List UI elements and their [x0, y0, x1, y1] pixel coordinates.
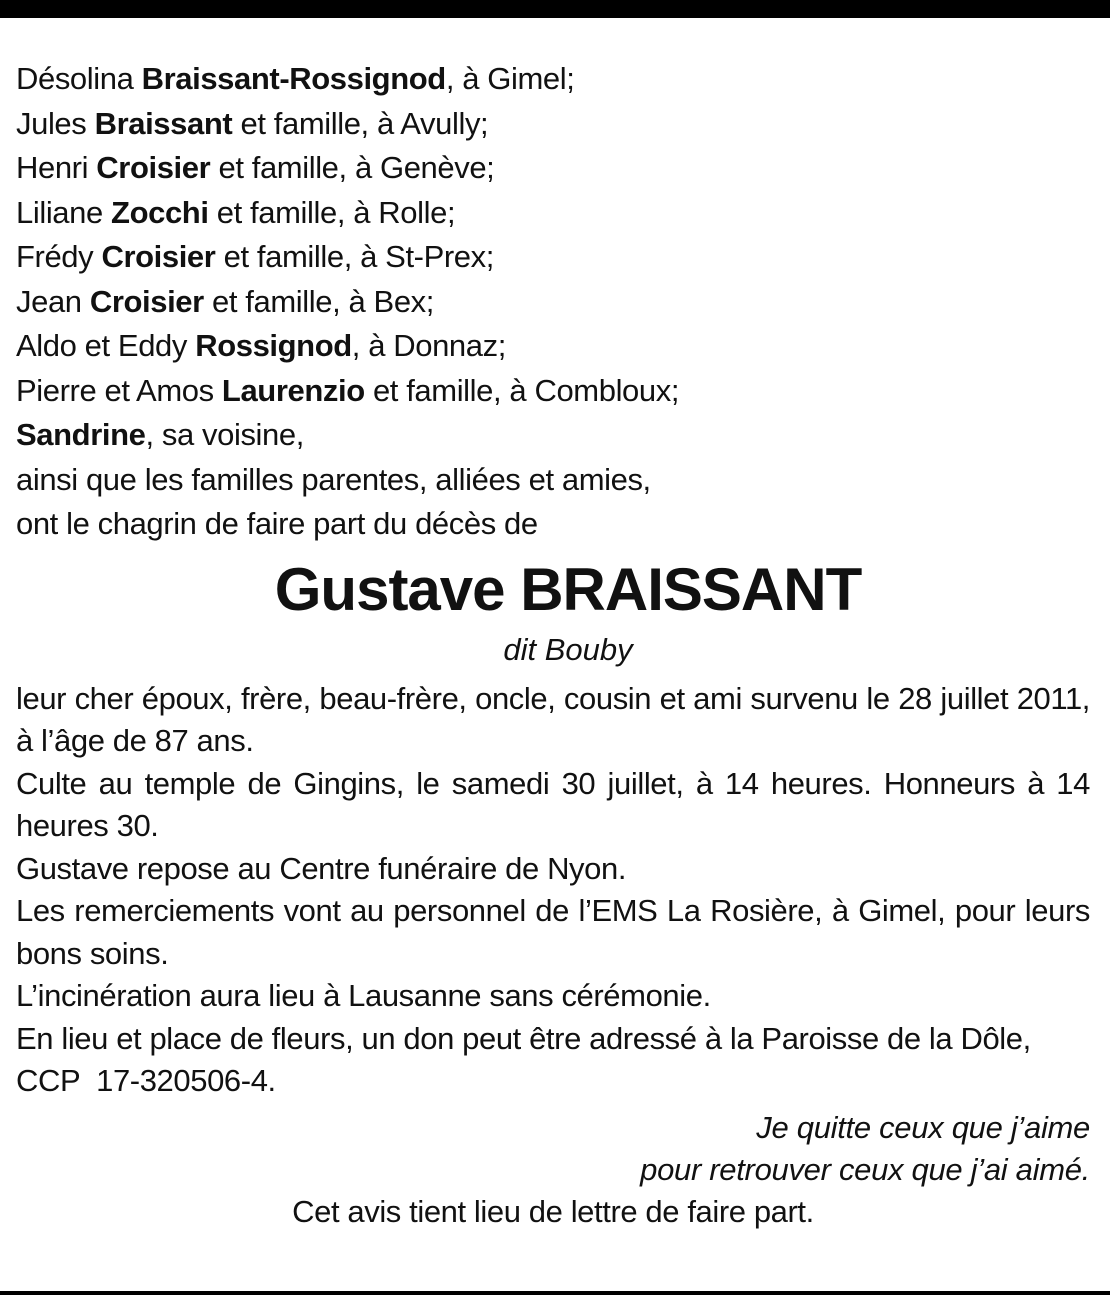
family-line-text: Aldo et Eddy: [16, 328, 196, 363]
family-line: [16, 458, 1090, 503]
notice-paragraph: En lieu et place de fleurs, un don peut être adressé à la Paroisse de la Dôle,: [16, 1020, 1031, 1056]
notice-paragraph: Culte au temple de Gingins, le samedi 30 juillet, à 14 heures. Honneurs à 14 heures 30.: [16, 765, 1090, 843]
family-line: [16, 280, 1090, 325]
family-surname: Croisier: [96, 150, 211, 185]
family-line-location: et famille, à St-Prex;: [215, 239, 494, 274]
family-line-text: ainsi que les familles parentes, alliées et amies,: [16, 461, 651, 497]
family-line: [16, 146, 1090, 191]
notice-paragraph: Les remerciements vont au personnel de l’EMS La Rosière, à Gimel, pour leurs bons soins.: [16, 893, 1090, 971]
family-surname: Braissant: [94, 105, 233, 141]
family-line-text: Désolina: [16, 61, 142, 96]
ccp-account: CCP 17-320506-4.: [16, 1063, 276, 1098]
family-line-location: et famille, à Avully;: [232, 105, 489, 141]
family-line-location: et famille, à Rolle;: [208, 194, 456, 230]
deceased-nickname: dit Bouby: [503, 631, 633, 667]
family-line-text: Liliane: [16, 194, 112, 230]
death-notice: [16, 57, 1090, 1233]
top-rule: [0, 0, 1110, 18]
closing-note: Cet avis tient lieu de lettre de faire part.: [292, 1193, 814, 1229]
family-line: [16, 102, 1090, 147]
family-line: [16, 324, 1090, 369]
family-line-text: Jules: [16, 105, 95, 141]
family-line: [16, 235, 1090, 280]
family-surname: Zocchi: [111, 194, 209, 230]
family-line-location: et famille, à Combloux;: [364, 372, 680, 408]
family-surname: Croisier: [89, 283, 204, 319]
family-surname: Rossignod: [195, 328, 352, 363]
family-line-location: , à Gimel;: [445, 61, 575, 96]
family-line-location: , à Donnaz;: [351, 328, 506, 363]
family-line: [16, 502, 1090, 547]
family-line-location: et famille, à Bex;: [203, 283, 434, 319]
family-line-text: ont le chagrin de faire part du décès de: [16, 506, 538, 541]
family-line-text: Jean: [16, 283, 90, 319]
notice-paragraph: leur cher époux, frère, beau-frère, oncle, cousin et ami survenu le 28 juillet 2011, à l’âge de 87 ans.: [16, 680, 1090, 758]
family-line: [16, 369, 1090, 414]
family-surname: Croisier: [101, 239, 216, 274]
family-surname: Sandrine: [16, 417, 146, 452]
family-surname: Laurenzio: [221, 372, 365, 408]
family-surname: Braissant-Rossignod: [141, 61, 446, 96]
notice-paragraph: Gustave repose au Centre funéraire de Nyon.: [16, 850, 627, 886]
family-line: [16, 413, 1090, 458]
epitaph-line: Je quitte ceux que j’aime: [756, 1109, 1090, 1145]
family-line-location: , sa voisine,: [145, 417, 304, 452]
epitaph-line: pour retrouver ceux que j’ai aimé.: [640, 1151, 1090, 1187]
epitaph-quote: [16, 1107, 1090, 1191]
family-line: [16, 57, 1090, 102]
family-line-text: Henri: [16, 150, 97, 185]
family-line-text: Pierre et Amos: [16, 372, 222, 408]
notice-body: [16, 678, 1090, 1103]
bottom-rule: [0, 1291, 1110, 1295]
deceased-name: Gustave BRAISSANT: [274, 555, 862, 623]
family-line: [16, 191, 1090, 236]
family-line-location: et famille, à Genève;: [210, 150, 495, 185]
family-list: [16, 57, 1090, 547]
notice-paragraph: L’incinération aura lieu à Lausanne sans cérémonie.: [16, 978, 711, 1013]
family-line-text: Frédy: [16, 239, 102, 274]
